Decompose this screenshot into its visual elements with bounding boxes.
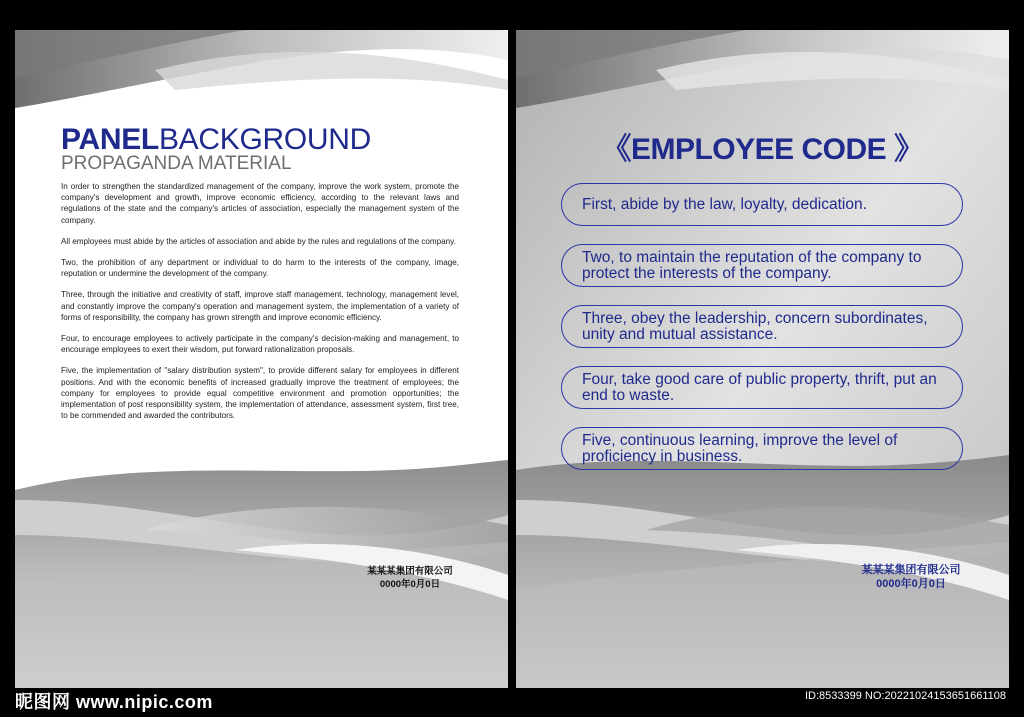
left-panel bbox=[15, 30, 508, 688]
right-footer bbox=[846, 563, 976, 591]
left-footer bbox=[350, 565, 470, 591]
code-item: Five, continuous learning, improve the level of proficiency in business. bbox=[561, 427, 963, 470]
site-watermark: 昵图网 www.nipic.com bbox=[15, 692, 213, 712]
company-name: 某某某集团有限公司 bbox=[367, 566, 453, 577]
paragraph: Four, to encourage employees to actively participate in the company's decision-making and management, to encourage employees to exert their wisdom, put forward rationalization proposals. bbox=[61, 334, 459, 355]
left-title-block bbox=[61, 124, 481, 174]
right-panel bbox=[516, 30, 1009, 688]
date-text: 0000年0月0日 bbox=[876, 578, 946, 590]
paragraph: All employees must abide by the articles of association and abide by the rules and regulations of the company. bbox=[61, 236, 456, 246]
paragraph: Two, the prohibition of any department or individual to do harm to the interests of the company, image, reputation or undermine the development of the company. bbox=[61, 258, 459, 279]
code-item: First, abide by the law, loyalty, dedication. bbox=[561, 183, 963, 226]
code-item: Two, to maintain the reputation of the company to protect the interests of the company. bbox=[561, 244, 963, 287]
company-name: 某某某集团有限公司 bbox=[861, 564, 961, 576]
title-bold: PANEL bbox=[61, 123, 159, 156]
image-id-watermark: ID:8533399 NO:20221024153651661108 bbox=[804, 690, 1006, 702]
paragraph: Five, the implementation of "salary distribution system", to provide different salary for employees in different positions. And with the economic benefits of increased gradually improve the treatment of employees; the company for employees to provide equal competitive environment and promotion opportunities; the implementation of post responsibility system, the implementation of attendance, assessment system, first tree, to be commended and awarded the contributors. bbox=[61, 366, 459, 421]
code-item: Three, obey the leadership, concern subordinates, unity and mutual assistance. bbox=[561, 305, 963, 348]
title-rest: BACKGROUND bbox=[158, 123, 371, 156]
code-title: 《EMPLOYEE CODE 》 bbox=[601, 133, 924, 166]
code-item: Four, take good care of public property, thrift, put an end to waste. bbox=[561, 366, 963, 409]
panel-title bbox=[61, 124, 481, 156]
panel-subtitle: PROPAGANDA MATERIAL bbox=[61, 153, 292, 174]
paragraph: In order to strengthen the standardized management of the company, improve the work system, promote the company's development and growth, improve economic efficiency, according to the relevant laws and regulations of the state and the company's articles of association, especially the management system of the company. bbox=[61, 182, 459, 225]
date-text: 0000年0月0日 bbox=[379, 579, 441, 590]
paragraph: Three, through the initiative and creativity of staff, improve staff management, technology, management level, and constantly improve the company's operation and management system, the implementation of a variety of forms of responsibility, the company has grown strength and improve economic efficiency. bbox=[61, 290, 459, 322]
body-text bbox=[61, 181, 459, 431]
